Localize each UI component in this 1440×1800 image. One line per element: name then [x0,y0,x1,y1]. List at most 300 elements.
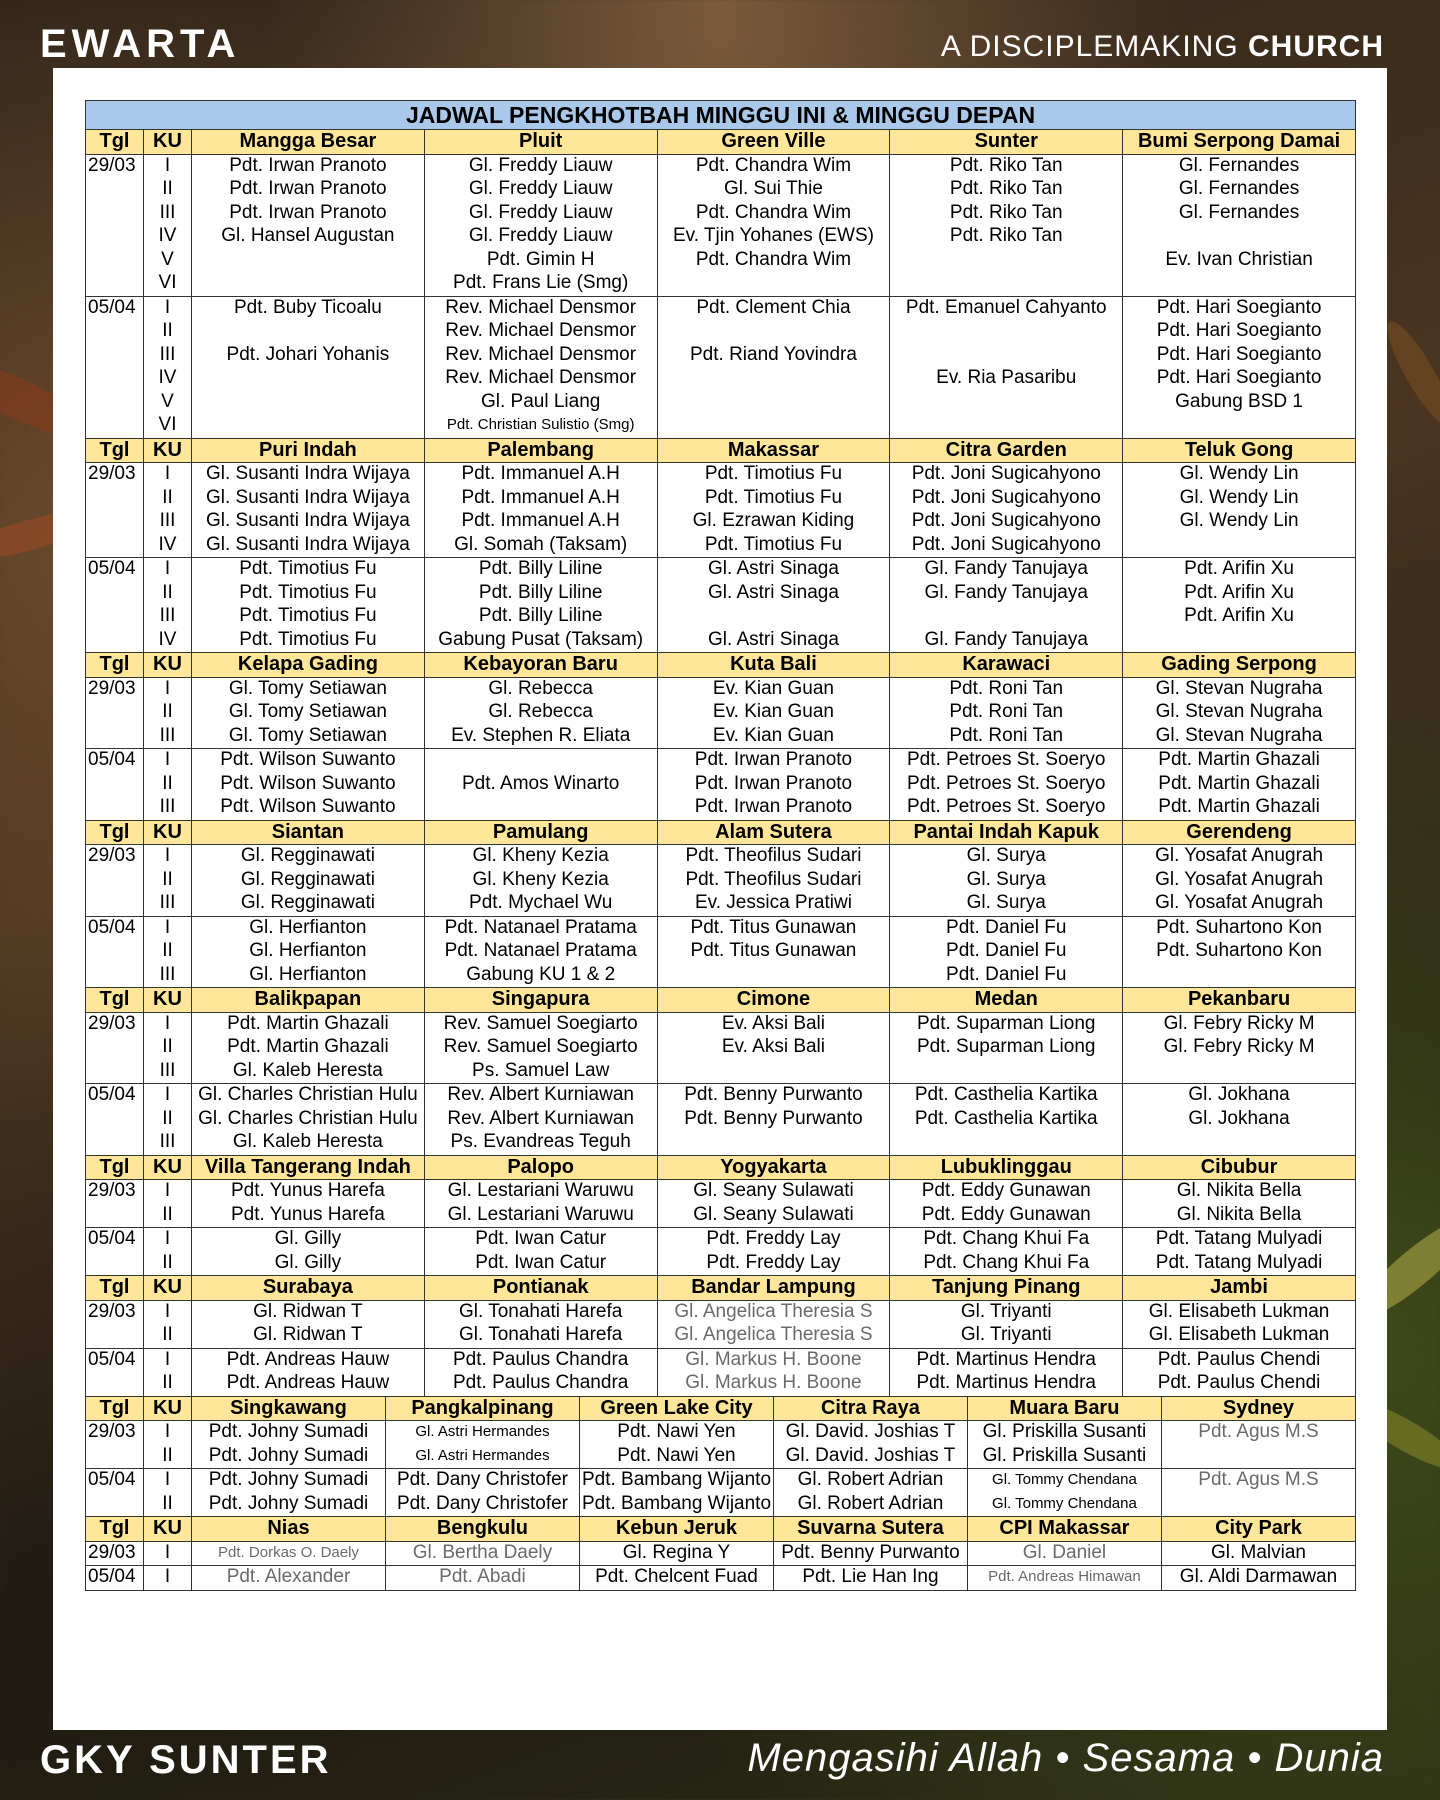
preacher-cell: Gl. Rebecca [424,677,657,701]
ku-cell: III [144,605,192,629]
preacher-cell: Pdt. Irwan Pranoto [192,178,425,202]
preacher-cell [424,749,657,773]
preacher-cell: Pdt. Suhartono Kon [1123,940,1356,964]
preacher-cell: Pdt. Martin Ghazali [1123,749,1356,773]
preacher-cell: Pdt. Theofilus Sudari [657,869,890,893]
preacher-cell: Gl. Kaleb Heresta [192,1131,425,1155]
preacher-cell: Pdt. Johny Sumadi [192,1421,386,1445]
church-name: Kebun Jeruk [579,1517,773,1542]
preacher-cell: Gl. Tomy Setiawan [192,725,425,749]
date-cell [86,701,144,725]
preacher-cell: Pdt. Arifin Xu [1123,582,1356,606]
preacher-cell [1123,1131,1356,1155]
preacher-cell: Gl. Priskilla Susanti [967,1445,1161,1469]
table-row [86,1300,1356,1324]
preacher-cell [424,796,657,820]
preacher-cell: Gl. Tomy Setiawan [192,677,425,701]
ku-cell: II [144,1324,192,1348]
preacher-cell: Ev. Tjin Yohanes (EWS) [657,225,890,249]
ku-cell: II [144,1372,192,1396]
preacher-cell: Pdt. Martin Ghazali [192,1036,425,1060]
date-cell [86,869,144,893]
ku-cell: IV [144,629,192,653]
church-name: Palopo [424,1155,657,1180]
table-row [86,1252,1356,1276]
preacher-cell: Pdt. Wilson Suwanto [192,796,425,820]
church-name: Bumi Serpong Damai [1123,130,1356,155]
preacher-cell: Pdt. Martinus Hendra [890,1372,1123,1396]
preacher-cell [657,1060,890,1084]
preacher-cell: Gl. Fandy Tanujaya [890,629,1123,653]
church-name: Lubuklinggau [890,1155,1123,1180]
preacher-cell: Gl. Triyanti [890,1300,1123,1324]
tagline-bold: CHURCH [1248,30,1384,63]
preacher-cell: Pdt. Freddy Lay [657,1252,890,1276]
preacher-cell [657,414,890,438]
table-title: JADWAL PENGKHOTBAH MINGGU INI & MINGGU DEPAN [86,101,1356,130]
church-header-row [86,820,1356,845]
preacher-cell: Rev. Albert Kurniawan [424,1084,657,1108]
preacher-cell: Pdt. Theofilus Sudari [657,845,890,869]
preacher-cell: Gl. Jokhana [1123,1108,1356,1132]
column-header-ku: KU [144,438,192,463]
preacher-cell: Gl. Tonahati Harefa [424,1324,657,1348]
date-cell [86,582,144,606]
preacher-cell: Pdt. Timotius Fu [192,629,425,653]
preacher-cell: Gl. David. Joshias T [773,1421,967,1445]
preacher-cell: Gl. Regginawati [192,845,425,869]
ku-cell: III [144,796,192,820]
preacher-cell: Pdt. Iwan Catur [424,1252,657,1276]
preacher-cell: Ps. Samuel Law [424,1060,657,1084]
preacher-cell: Pdt. Paulus Chandra [424,1348,657,1372]
church-name: Sydney [1161,1396,1355,1421]
church-name: Singkawang [192,1396,386,1421]
church-header-row [86,988,1356,1013]
date-cell [86,1324,144,1348]
church-header-row [86,130,1356,155]
preacher-cell: Pdt. Bambang Wijanto [579,1493,773,1517]
table-row [86,1228,1356,1252]
preacher-cell: Pdt. Suhartono Kon [1123,916,1356,940]
preacher-cell [192,414,425,438]
ku-cell: I [144,1541,192,1566]
preacher-cell: Gl. Lestariani Waruwu [424,1180,657,1204]
preacher-cell: Pdt. Amos Winarto [424,773,657,797]
preacher-cell: Pdt. Chandra Wim [657,202,890,226]
preacher-cell: Gl. Hansel Augustan [192,225,425,249]
preacher-cell: Pdt. Martin Ghazali [192,1012,425,1036]
preacher-cell: Pdt. Timotius Fu [192,558,425,582]
preacher-cell [890,272,1123,296]
ku-cell: III [144,510,192,534]
preacher-cell: Rev. Michael Densmor [424,320,657,344]
preacher-cell: Pdt. Johny Sumadi [192,1469,386,1493]
ku-cell: I [144,749,192,773]
tagline-light: A DISCIPLEMAKING [940,30,1248,63]
preacher-cell: Gl. Robert Adrian [773,1469,967,1493]
table-row [86,1421,1356,1445]
preacher-cell: Gl. Wendy Lin [1123,463,1356,487]
preacher-cell: Pdt. Roni Tan [890,725,1123,749]
table-title-row [86,101,1356,130]
preacher-cell: Pdt. Irwan Pranoto [192,202,425,226]
ku-cell: I [144,1300,192,1324]
preacher-cell: Gl. Febry Ricky M [1123,1012,1356,1036]
table-row [86,629,1356,653]
preacher-cell: Gl. Robert Adrian [773,1493,967,1517]
preacher-cell [657,320,890,344]
preacher-cell: Gl. Freddy Liauw [424,225,657,249]
preacher-cell: Pdt. Christian Sulistio (Smg) [424,414,657,438]
preacher-cell: Gl. Ezrawan Kiding [657,510,890,534]
preacher-cell: Pdt. Clement Chia [657,296,890,320]
church-header-row [86,1396,1356,1421]
table-row [86,272,1356,296]
ku-cell: I [144,845,192,869]
preacher-cell: Pdt. Johny Sumadi [192,1445,386,1469]
column-header-tgl: Tgl [86,1396,144,1421]
church-name: Tanjung Pinang [890,1276,1123,1301]
table-row [86,202,1356,226]
preacher-cell: Pdt. Mychael Wu [424,892,657,916]
date-cell [86,344,144,368]
church-header-row [86,653,1356,678]
table-row [86,534,1356,558]
table-row [86,1493,1356,1517]
ku-cell: I [144,1421,192,1445]
preacher-cell: Gl. Regginawati [192,869,425,893]
ku-cell: II [144,487,192,511]
preacher-cell [192,249,425,273]
church-name: Pangkalpinang [385,1396,579,1421]
preacher-cell: Gl. Daniel [967,1541,1161,1566]
preacher-cell: Pdt. Agus M.S [1161,1421,1355,1445]
church-name: Pontianak [424,1276,657,1301]
preacher-cell: Gl. Susanti Indra Wijaya [192,463,425,487]
ku-cell: V [144,249,192,273]
preacher-cell: Rev. Michael Densmor [424,367,657,391]
date-cell [86,1036,144,1060]
table-row [86,582,1356,606]
ku-cell: III [144,725,192,749]
preacher-cell: Gl. Rebecca [424,701,657,725]
church-name: Suvarna Sutera [773,1517,967,1542]
preacher-cell: Pdt. Suparman Liong [890,1036,1123,1060]
footer-slogan: Mengasihi Allah • Sesama • Dunia [747,1736,1384,1780]
preacher-cell: Pdt. Iwan Catur [424,1228,657,1252]
church-name: Sunter [890,130,1123,155]
preacher-cell: Pdt. Chang Khui Fa [890,1228,1123,1252]
preacher-cell: Rev. Albert Kurniawan [424,1108,657,1132]
preacher-cell: Pdt. Agus M.S [1161,1469,1355,1493]
ku-cell: I [144,558,192,582]
preacher-cell: Pdt. Andreas Himawan [967,1566,1161,1591]
preacher-cell: Gl. Yosafat Anugrah [1123,869,1356,893]
preacher-cell: Pdt. Irwan Pranoto [192,154,425,178]
date-cell [86,178,144,202]
church-name: Mangga Besar [192,130,425,155]
preacher-cell: Pdt. Riko Tan [890,178,1123,202]
ku-cell: I [144,154,192,178]
ku-cell: III [144,964,192,988]
preacher-cell: Gl. Ridwan T [192,1300,425,1324]
preacher-cell [1161,1445,1355,1469]
column-header-tgl: Tgl [86,130,144,155]
preacher-cell: Gl. Ridwan T [192,1324,425,1348]
date-cell [86,964,144,988]
footer-brand: GKY SUNTER [40,1738,332,1782]
preacher-cell: Gl. Wendy Lin [1123,510,1356,534]
preacher-cell: Pdt. Natanael Pratama [424,916,657,940]
ku-cell: IV [144,367,192,391]
date-cell [86,1372,144,1396]
preacher-cell: Pdt. Billy Liline [424,558,657,582]
table-row [86,1469,1356,1493]
table-row [86,1324,1356,1348]
preacher-cell: Pdt. Riko Tan [890,202,1123,226]
preacher-cell: Pdt. Immanuel A.H [424,510,657,534]
church-name: Bandar Lampung [657,1276,890,1301]
preacher-cell [657,391,890,415]
preacher-cell: Ev. Kian Guan [657,725,890,749]
preacher-cell: Gl. Stevan Nugraha [1123,677,1356,701]
date-cell [86,510,144,534]
ku-cell: II [144,178,192,202]
preacher-cell: Gl. Charles Christian Hulu [192,1108,425,1132]
preacher-cell: Gl. Priskilla Susanti [967,1421,1161,1445]
church-name: Gerendeng [1123,820,1356,845]
preacher-cell: Pdt. Petroes St. Soeryo [890,796,1123,820]
church-name: Gading Serpong [1123,653,1356,678]
church-name: CPI Makassar [967,1517,1161,1542]
preacher-cell: Pdt. Hari Soegianto [1123,296,1356,320]
table-row [86,367,1356,391]
preacher-cell: Gl. Astri Sinaga [657,629,890,653]
ku-cell: II [144,773,192,797]
column-header-tgl: Tgl [86,1276,144,1301]
church-name: Green Lake City [579,1396,773,1421]
preacher-cell: Pdt. Nawi Yen [579,1421,773,1445]
preacher-cell: Pdt. Timotius Fu [657,463,890,487]
preacher-cell: Gl. Surya [890,892,1123,916]
date-cell [86,605,144,629]
preacher-cell [192,391,425,415]
church-name: Yogyakarta [657,1155,890,1180]
preacher-cell: Gl. Markus H. Boone [657,1348,890,1372]
preacher-cell: Pdt. Abadi [385,1566,579,1591]
table-row [86,725,1356,749]
preacher-cell: Pdt. Riko Tan [890,225,1123,249]
church-name: Teluk Gong [1123,438,1356,463]
column-header-tgl: Tgl [86,1517,144,1542]
column-header-ku: KU [144,820,192,845]
preacher-cell: Pdt. Immanuel A.H [424,463,657,487]
church-name: Kuta Bali [657,653,890,678]
preacher-cell: Rev. Michael Densmor [424,296,657,320]
preacher-cell: Pdt. Benny Purwanto [773,1541,967,1566]
preacher-cell: Pdt. Hari Soegianto [1123,344,1356,368]
table-row [86,463,1356,487]
preacher-cell: Pdt. Titus Gunawan [657,940,890,964]
table-row [86,1060,1356,1084]
preacher-cell [657,605,890,629]
preacher-cell [1123,964,1356,988]
preacher-cell: Pdt. Dany Christofer [385,1493,579,1517]
decorative-leaf [1378,315,1440,433]
preacher-cell: Pdt. Martinus Hendra [890,1348,1123,1372]
church-name: Pantai Indah Kapuk [890,820,1123,845]
table-row [86,249,1356,273]
date-cell [86,414,144,438]
ku-cell: I [144,1180,192,1204]
preacher-cell: Gl. Kaleb Heresta [192,1060,425,1084]
ku-cell: I [144,463,192,487]
preacher-cell: Gl. Herfianton [192,940,425,964]
preacher-cell: Pdt. Arifin Xu [1123,605,1356,629]
ku-cell: VI [144,414,192,438]
preacher-cell: Ev. Kian Guan [657,677,890,701]
church-name: Jambi [1123,1276,1356,1301]
church-name: Surabaya [192,1276,425,1301]
preacher-cell [192,272,425,296]
preacher-cell: Gl. Triyanti [890,1324,1123,1348]
date-cell [86,1445,144,1469]
preacher-cell: Pdt. Irwan Pranoto [657,749,890,773]
ku-cell: I [144,1084,192,1108]
preacher-cell: Pdt. Martin Ghazali [1123,796,1356,820]
table-row [86,773,1356,797]
preacher-cell: Gl. Jokhana [1123,1084,1356,1108]
date-cell: 29/03 [86,1180,144,1204]
preacher-cell: Pdt. Paulus Chandra [424,1372,657,1396]
table-row [86,1566,1356,1591]
column-header-tgl: Tgl [86,653,144,678]
date-cell: 05/04 [86,1228,144,1252]
preacher-cell: Pdt. Andreas Hauw [192,1348,425,1372]
preacher-cell [1161,1493,1355,1517]
preacher-cell: Pdt. Wilson Suwanto [192,749,425,773]
date-cell [86,725,144,749]
preacher-cell: Pdt. Roni Tan [890,677,1123,701]
ku-cell: II [144,1036,192,1060]
ku-cell: II [144,869,192,893]
table-row [86,940,1356,964]
preacher-cell [657,964,890,988]
table-row [86,796,1356,820]
preacher-cell: Pdt. Dany Christofer [385,1469,579,1493]
date-cell [86,1131,144,1155]
preacher-cell: Pdt. Eddy Gunawan [890,1180,1123,1204]
ku-cell: II [144,1108,192,1132]
date-cell [86,1204,144,1228]
preacher-cell: Pdt. Petroes St. Soeryo [890,773,1123,797]
church-name: Kelapa Gading [192,653,425,678]
preacher-cell: Gl. Yosafat Anugrah [1123,845,1356,869]
preacher-cell: Pdt. Johny Sumadi [192,1493,386,1517]
preacher-cell: Gl. David. Joshias T [773,1445,967,1469]
preacher-cell: Gl. Gilly [192,1252,425,1276]
table-row [86,225,1356,249]
preacher-cell: Pdt. Benny Purwanto [657,1084,890,1108]
table-row [86,320,1356,344]
table-row [86,892,1356,916]
date-cell: 29/03 [86,677,144,701]
table-row [86,1445,1356,1469]
table-row [86,869,1356,893]
date-cell: 05/04 [86,1084,144,1108]
table-row [86,1012,1356,1036]
church-name: Makassar [657,438,890,463]
preacher-cell: Pdt. Yunus Harefa [192,1204,425,1228]
date-cell [86,391,144,415]
preacher-cell: Pdt. Petroes St. Soeryo [890,749,1123,773]
preacher-cell: Pdt. Hari Soegianto [1123,367,1356,391]
preacher-cell: Pdt. Hari Soegianto [1123,320,1356,344]
preacher-cell: Gl. Astri Hermandes [385,1421,579,1445]
preacher-cell: Pdt. Lie Han Ing [773,1566,967,1591]
preacher-cell: Ev. Kian Guan [657,701,890,725]
preacher-cell: Gl. Malvian [1161,1541,1355,1566]
table-row [86,1348,1356,1372]
table-row [86,1541,1356,1566]
preacher-cell: Gl. Tommy Chendana [967,1493,1161,1517]
preacher-cell: Pdt. Riand Yovindra [657,344,890,368]
ku-cell: I [144,1469,192,1493]
date-cell [86,249,144,273]
preacher-cell: Gl. Paul Liang [424,391,657,415]
church-name: Bengkulu [385,1517,579,1542]
church-name: Muara Baru [967,1396,1161,1421]
preacher-cell [1123,534,1356,558]
preacher-cell: Pdt. Paulus Chendi [1123,1372,1356,1396]
preacher-cell: Pdt. Chandra Wim [657,154,890,178]
column-header-ku: KU [144,1276,192,1301]
preacher-cell: Gl. Regginawati [192,892,425,916]
ku-cell: III [144,202,192,226]
date-cell [86,796,144,820]
ku-cell: II [144,582,192,606]
preacher-cell: Gabung Pusat (Taksam) [424,629,657,653]
preacher-cell [890,414,1123,438]
ku-cell: II [144,940,192,964]
ku-cell: I [144,916,192,940]
preacher-cell: Pdt. Billy Liline [424,605,657,629]
date-cell: 05/04 [86,558,144,582]
church-name: Siantan [192,820,425,845]
column-header-ku: KU [144,130,192,155]
church-name: Kebayoran Baru [424,653,657,678]
preacher-cell: Pdt. Irwan Pranoto [657,773,890,797]
preacher-cell: Gl. Nikita Bella [1123,1204,1356,1228]
date-cell [86,272,144,296]
table-row [86,701,1356,725]
date-cell [86,487,144,511]
preacher-cell: Gl. Surya [890,869,1123,893]
preacher-cell [890,344,1123,368]
table-row [86,1204,1356,1228]
column-header-ku: KU [144,988,192,1013]
preacher-cell [890,391,1123,415]
date-cell [86,1493,144,1517]
preacher-cell: Gl. Somah (Taksam) [424,534,657,558]
date-cell: 29/03 [86,1012,144,1036]
ku-cell: I [144,296,192,320]
table-row [86,1084,1356,1108]
ku-cell: III [144,892,192,916]
preacher-cell: Gl. Kheny Kezia [424,869,657,893]
preacher-cell: Gl. Fandy Tanujaya [890,582,1123,606]
